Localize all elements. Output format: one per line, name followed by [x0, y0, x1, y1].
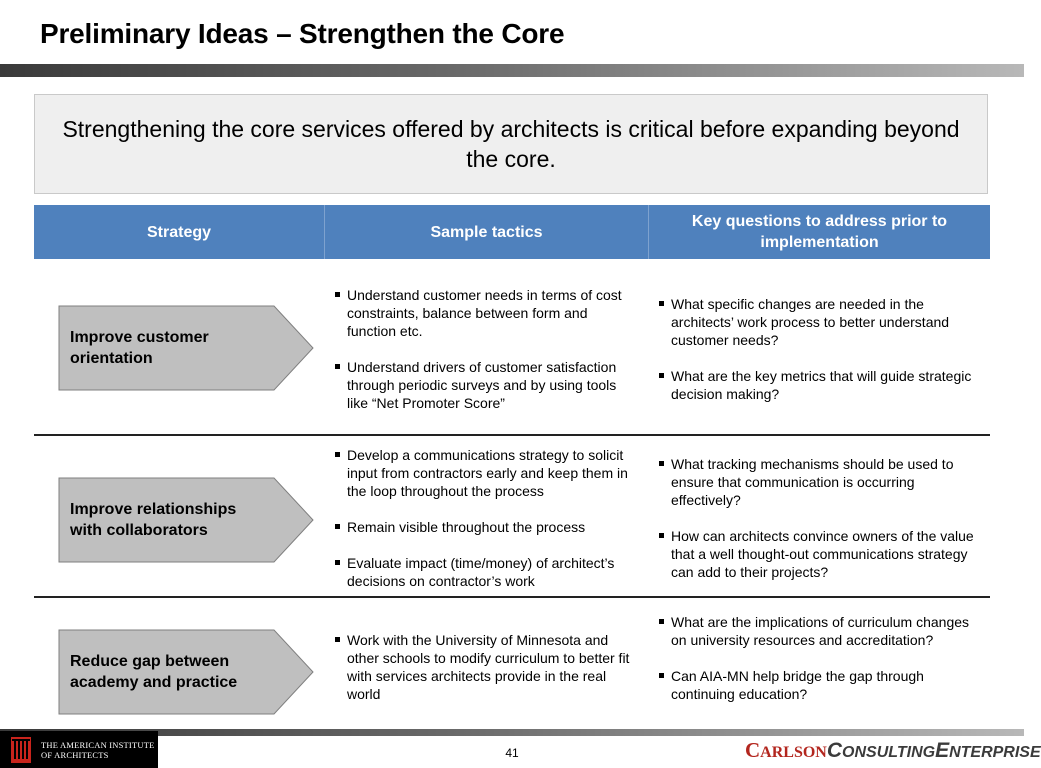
logo-letter: C [826, 739, 843, 762]
tactics-list [334, 446, 640, 590]
strategy-arrow [58, 305, 314, 391]
logo-word: ONSULTING [842, 744, 936, 761]
list-item: Understand drivers of customer satisfaction through periodic surveys and by using tools like “Net Promoter Score” [334, 358, 640, 412]
strategy-arrow [58, 477, 314, 563]
row-divider [34, 596, 990, 598]
list-item: Evaluate impact (time/money) of architect’s decisions on contractor’s work [334, 554, 640, 590]
row-divider [34, 434, 990, 436]
header-key-questions: Key questions to address prior to implementation [648, 205, 990, 259]
list-item: Can AIA-MN help bridge the gap through continuing education? [658, 667, 980, 703]
aia-name-line2: OF ARCHITECTS [41, 749, 109, 760]
page-number: 41 [505, 746, 519, 760]
table-header [34, 205, 990, 259]
list-item: Develop a communications strategy to solicit input from contractors early and keep them in the loop throughout the process [334, 446, 640, 500]
list-item: Understand customer needs in terms of cost constraints, balance between form and function etc. [334, 286, 640, 340]
logo-letter: C [745, 738, 761, 762]
header-strategy: Strategy [146, 223, 212, 241]
aia-logo [0, 731, 158, 768]
list-item: How can architects convince owners of the value that a well thought-out communications strategy can add to their projects? [658, 527, 980, 581]
questions-list [658, 455, 980, 581]
list-item: What tracking mechanisms should be used to ensure that communication is occurring effectively? [658, 455, 980, 509]
list-item: What are the key metrics that will guide strategic decision making? [658, 367, 980, 403]
list-item: Work with the University of Minnesota and other schools to modify curriculum to better fit with services architects provide in the real world [334, 631, 640, 703]
questions-list [658, 295, 980, 403]
tactics-list [334, 631, 640, 703]
header-sample-tactics: Sample tactics [324, 205, 648, 259]
carlson-consulting-logo [745, 738, 1041, 763]
strategy-label: Improve relationships with collaborators [70, 501, 237, 539]
strategy-label: Improve customer orientation [70, 329, 209, 367]
aia-name-line1: THE AMERICAN INSTITUTE [41, 739, 155, 750]
list-item: What are the implications of curriculum changes on university resources and accreditation? [658, 613, 980, 649]
questions-list [658, 613, 980, 703]
list-item: Remain visible throughout the process [334, 518, 640, 536]
intro-callout: Strengthening the core services offered by architects is critical before expanding beyond the core. [34, 94, 988, 194]
tactics-list [334, 286, 640, 412]
logo-word: ARLSON [760, 744, 827, 761]
aia-emblem-icon [9, 735, 33, 765]
logo-letter: E [935, 739, 950, 762]
strategy-label: Reduce gap between academy and practice [70, 653, 238, 691]
strategy-arrow [58, 629, 314, 715]
logo-word: NTERPRISE [949, 744, 1041, 761]
title-divider [0, 64, 1024, 77]
list-item: What specific changes are needed in the architects’ work process to better understand customer needs? [658, 295, 980, 349]
page-title: Preliminary Ideas – Strengthen the Core [40, 18, 565, 49]
